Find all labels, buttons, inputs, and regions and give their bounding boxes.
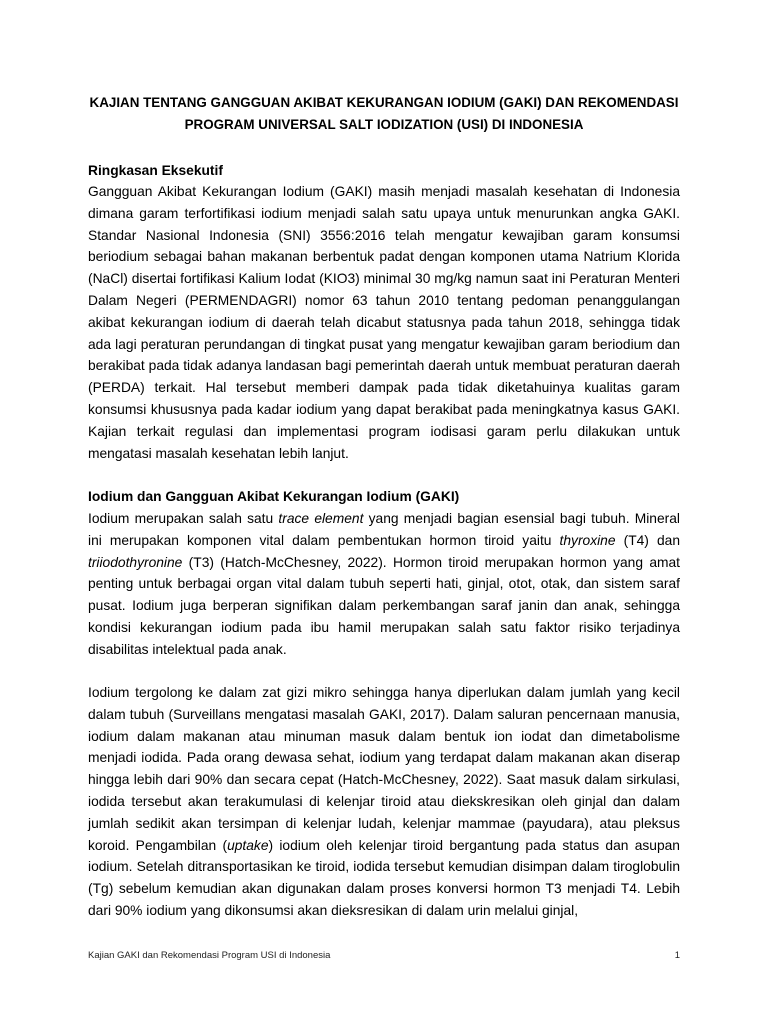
p2-text-b: ) iodium oleh kelenjar tiroid bergantung pada status dan asupan iodium. Setelah ditransportasikan ke tiroid, iodida tersebut kemudian disimpan dalam tiroglobulin (Tg) sebelum kemudian akan digunakan dalam proses konversi hormon T3 menjadi T4. Lebih dari 90% iodium yang dikonsumsi akan dieksresikan di dalam urin melalui ginjal, <box>88 837 680 918</box>
page-number: 1 <box>674 950 680 961</box>
footer-text: Kajian GAKI dan Rekomendasi Program USI di Indonesia <box>88 950 331 961</box>
p1-text-d: (T3) (Hatch-McChesney, 2022). Hormon tiroid merupakan hormon yang amat penting untuk berbagai organ vital dalam tubuh seperti hati, ginjal, otot, otak, dan sistem saraf pusat. Iodium juga berperan signifikan dalam perkembangan saraf janin dan anak, sehingga kondisi kekurangan iodium pada ibu hamil merupakan salah satu faktor risiko terjadinya disabilitas intelektual pada anak. <box>88 554 680 657</box>
p1-italic-triiodothyronine: triiodothyronine <box>88 554 183 570</box>
title-line-1: KAJIAN TENTANG GANGGUAN AKIBAT KEKURANGAN IODIUM (GAKI) DAN REKOMENDASI <box>89 95 679 110</box>
document-title <box>88 92 680 136</box>
paragraph-iodium-2 <box>88 682 680 922</box>
p1-text-b: yang menjadi bagian esensial bagi tubuh. Mineral ini merupakan komponen vital dalam pembentukan hormon tiroid yaitu <box>88 511 680 548</box>
p1-italic-trace-element: trace element <box>278 511 364 526</box>
section-heading-iodium: Iodium dan Gangguan Akibat Kekurangan Iodium (GAKI) <box>88 489 460 504</box>
title-line-2: PROGRAM UNIVERSAL SALT IODIZATION (USI) DI INDONESIA <box>184 117 584 132</box>
paragraph-iodium-1 <box>88 508 680 661</box>
section-heading-ringkasan: Ringkasan Eksekutif <box>88 163 223 178</box>
p1-text-c: (T4) dan <box>615 532 681 548</box>
p1-text-a: Iodium merupakan salah satu <box>88 511 279 526</box>
paragraph-ringkasan: Gangguan Akibat Kekurangan Iodium (GAKI) masih menjadi masalah kesehatan di Indonesia dimana garam terfortifikasi iodium menjadi salah satu upaya untuk menurunkan angka GAKI. Standar Nasional Indonesia (SNI) 3556:2016 telah mengatur kewajiban garam konsumsi beriodium sebagai bahan makanan berbentuk padat dengan komponen utama Natrium Klorida (NaCl) disertai fortifikasi Kalium Iodat (KIO3) minimal 30 mg/kg namun saat ini Peraturan Menteri Dalam Negeri (PERMENDAGRI) nomor 63 tahun 2010 tentang pedoman penanggulangan akibat kekurangan iodium di daerah telah dicabut statusnya pada tahun 2018, sehingga tidak ada lagi peraturan perundangan di tingkat pusat yang mengatur kewajiban garam beriodium dan berakibat pada tidak adanya landasan bagi pemerintah daerah untuk membuat peraturan daerah (PERDA) terkait. Hal tersebut memberi dampak pada tidak diketahuinya kualitas garam konsumsi khususnya pada kadar iodium yang dapat berakibat pada meningkatnya kasus GAKI. Kajian terkait regulasi dan implementasi program iodisasi garam perlu dilakukan untuk mengatasi masalah kesehatan lebih lanjut. <box>88 184 680 461</box>
p1-italic-thyroxine: thyroxine <box>559 532 616 548</box>
p2-italic-uptake: uptake <box>227 837 269 853</box>
p2-text-a: Iodium tergolong ke dalam zat gizi mikro sehingga hanya diperlukan dalam jumlah yang kecil dalam tubuh (Surveillans mengatasi masalah GAKI, 2017). Dalam saluran pencernaan manusia, iodium dalam makanan atau minuman masuk dalam bentuk ion iodat dan dimetabolisme menjadi iodida. Pada orang dewasa sehat, iodium yang terdapat dalam makanan akan diserap hingga lebih dari 90% dan secara cepat (Hatch-McChesney, 2022). Saat masuk dalam sirkulasi, iodida tersebut akan terakumulasi di kelenjar tiroid atau diekskresikan oleh ginjal dan dalam jumlah sedikit akan tersimpan di kelenjar ludah, kelenjar mammae (payudara), atau pleksus koroid. Pengambilan ( <box>88 685 680 853</box>
